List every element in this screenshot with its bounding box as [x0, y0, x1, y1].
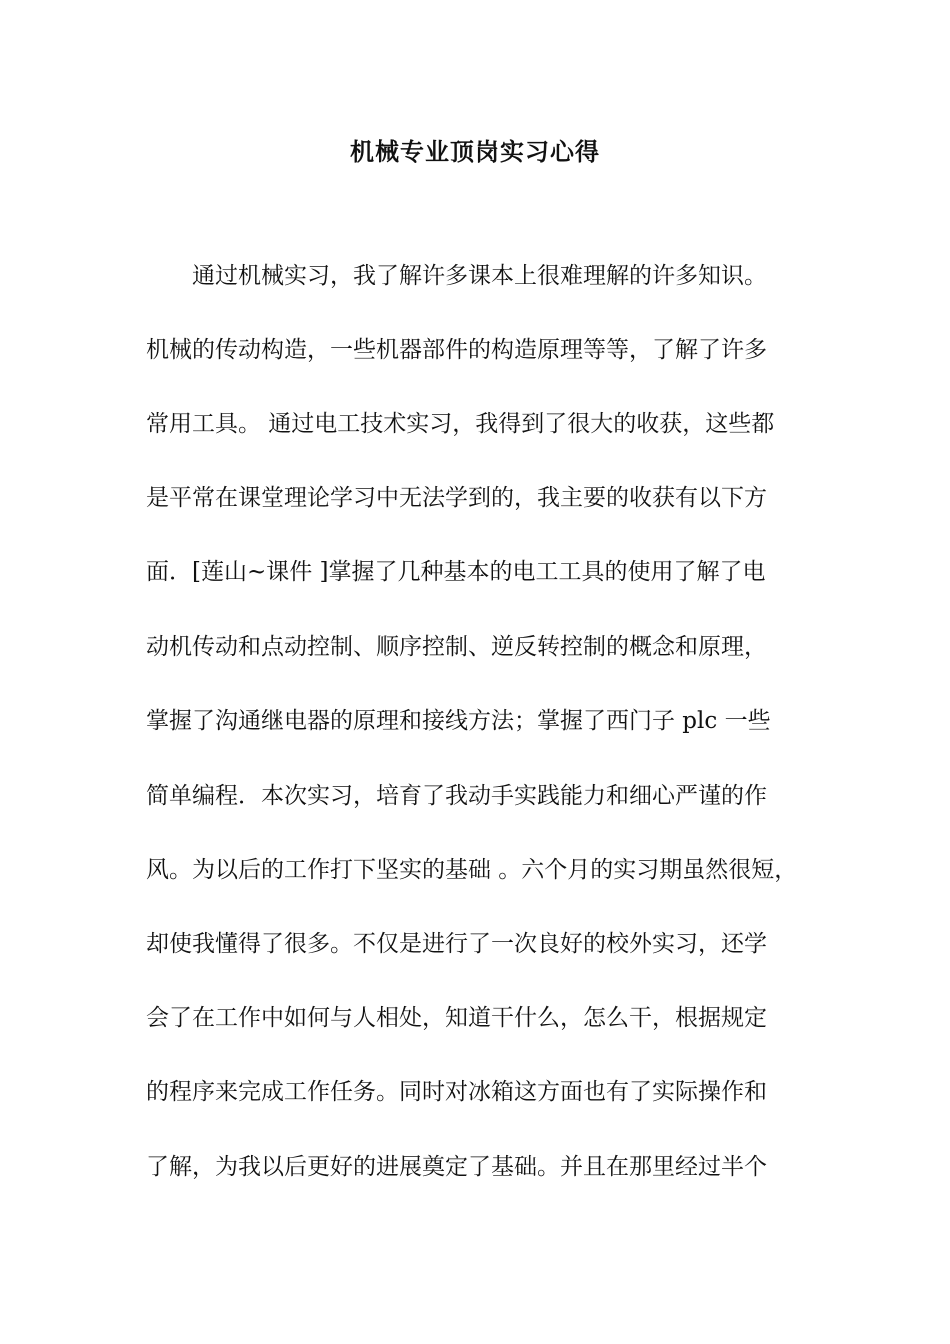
body-line-8: 简单编程．本次实习，培育了我动手实践能力和细心严谨的作 [146, 783, 767, 809]
body-line-9: 风。为以后的工作打下坚实的基础 。六个月的实习期虽然很短， [146, 857, 798, 883]
body-line-1: 通过机械实习，我了解许多课本上很难理解的许多知识。 [192, 263, 767, 289]
body-line-13: 了解，为我以后更好的进展奠定了基础。并且在那里经过半个 [146, 1154, 767, 1180]
body-line-11: 会了在工作中如何与人相处，知道干什么，怎么干，根据规定 [146, 1005, 767, 1031]
body-line-12: 的程序来完成工作任务。同时对冰箱这方面也有了实际操作和 [146, 1079, 767, 1105]
body-line-10: 却使我懂得了很多。不仅是进行了一次良好的校外实习，还学 [146, 931, 767, 957]
body-line-3: 常用工具。 通过电工技术实习，我得到了很大的收获，这些都 [146, 411, 775, 437]
body-line-2: 机械的传动构造，一些机器部件的构造原理等等，了解了许多 [146, 337, 767, 363]
body-line-5: 面．[莲山~课件 ]掌握了几种基本的电工工具的使用了解了电 [146, 559, 766, 585]
body-line-7: 掌握了沟通继电器的原理和接线方法；掌握了西门子 plc 一些 [146, 708, 771, 734]
body-line-6: 动机传动和点动控制、顺序控制、逆反转控制的概念和原理， [146, 634, 767, 660]
document-title: 机械专业顶岗实习心得 [350, 138, 600, 166]
body-line-4: 是平常在课堂理论学习中无法学到的，我主要的收获有以下方 [146, 485, 767, 511]
